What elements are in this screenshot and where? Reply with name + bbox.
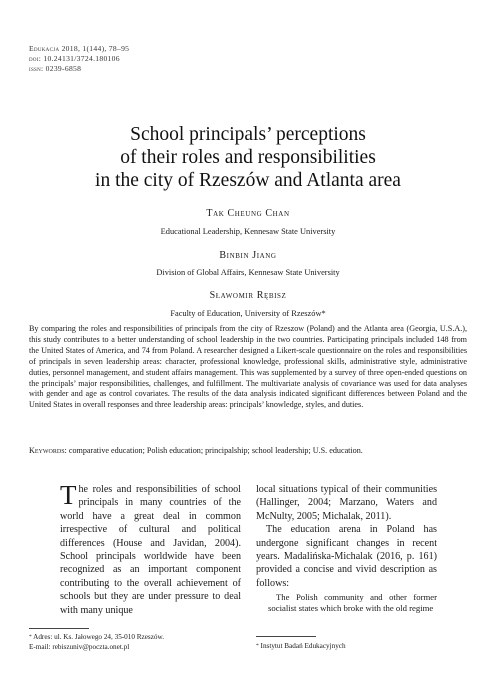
article-title [40, 123, 456, 192]
issn-line: issn: 0239-6858 [29, 64, 82, 73]
abstract: By comparing the roles and responsibilities of principals from the city of Rzeszow (Poland) and the Atlanta area (Georgia, U.S.A.), this study contributes to a better understanding of school leadership in the two countries. Participating principals included 148 from the United States of America, and 74 from Poland. A researcher designed a Likert-scale questionnaire on the roles and responsibilities of principals in seven leadership areas: character, professional knowledge, professional skills, administrative style, administrative duties, personnel management, and student affairs management. This was supplemented by a survey of three open-ended questions on the principals’ major responsibilities, challenges, and fulfillment. The multivariate analysis of covariance was used for data analyses with gender and age as control covariates. The results of the data analysis indicated significant differences between Poland and the United States in overall responses and three leadership areas: principals’ knowledge, styles, and duties. [29, 324, 467, 410]
footnote-mark: * [29, 634, 32, 640]
title-line: School principals’ perceptions [130, 124, 366, 145]
body-column-left [60, 480, 241, 617]
author-affiliation: Division of Global Affairs, Kennesaw State University [156, 268, 340, 277]
author-name: Tak Cheung Chan [206, 208, 290, 219]
doi-line: doi: 10.24131/3724.180106 [29, 54, 120, 63]
footnote-rule [256, 636, 316, 637]
title-line: in the city of Rzeszów and Atlanta area [95, 170, 401, 191]
body-paragraph: The education arena in Poland has undergone significant changes in recent years. Madalińska-Michalak (2016, p. 161) provided a concise and vivid description as follows: [256, 524, 437, 589]
footnote-rule [29, 628, 89, 629]
author-name: Binbin Jiang [219, 250, 277, 261]
footnote-mark: * [256, 643, 259, 649]
author-name: Sławomir Rębisz [209, 290, 287, 301]
footnote-email: E-mail: rebiszuniv@poczta.onet.pl [29, 642, 130, 651]
footnote-right [256, 642, 346, 652]
keywords-text: : comparative education; Polish education; principalship; school leadership; U.S. education. [64, 446, 363, 455]
footnote-left [29, 633, 164, 652]
author-affiliation: Faculty of Education, University of Rzeszów* [170, 309, 326, 318]
author-affiliation: Educational Leadership, Kennesaw State University [160, 227, 336, 236]
journal-line: Edukacja 2018, 1(144), 78–95 [29, 44, 130, 53]
journal-meta [29, 44, 129, 74]
footnote-address: Adres: ul. Ks. Jałowego 24, 35-010 Rzeszów. [31, 633, 165, 641]
title-line: of their roles and responsibilities [120, 147, 376, 168]
drop-cap: T [60, 480, 77, 510]
block-quote: The Polish community and other former socialist states which broke with the old regime [268, 592, 437, 614]
body-paragraph: local situations typical of their communities (Hallinger, 2004; Marzano, Waters and McNulty, 2005; Michalak, 2011). [256, 484, 437, 522]
keywords-label: Keywords [29, 446, 65, 455]
body-column-right [256, 483, 437, 615]
keywords [29, 446, 467, 457]
body-text: he roles and responsibilities of school principals in many countries of the world have a great deal in common irrespective of cultural and political differences (House and Javidan, 2004). School principals worldwide have been recognized as an important component contributing to the overall achievement of schools but they are under pressure to deal with many unique [60, 484, 241, 616]
footnote-institute: Instytut Badań Edukacyjnych [258, 642, 346, 650]
